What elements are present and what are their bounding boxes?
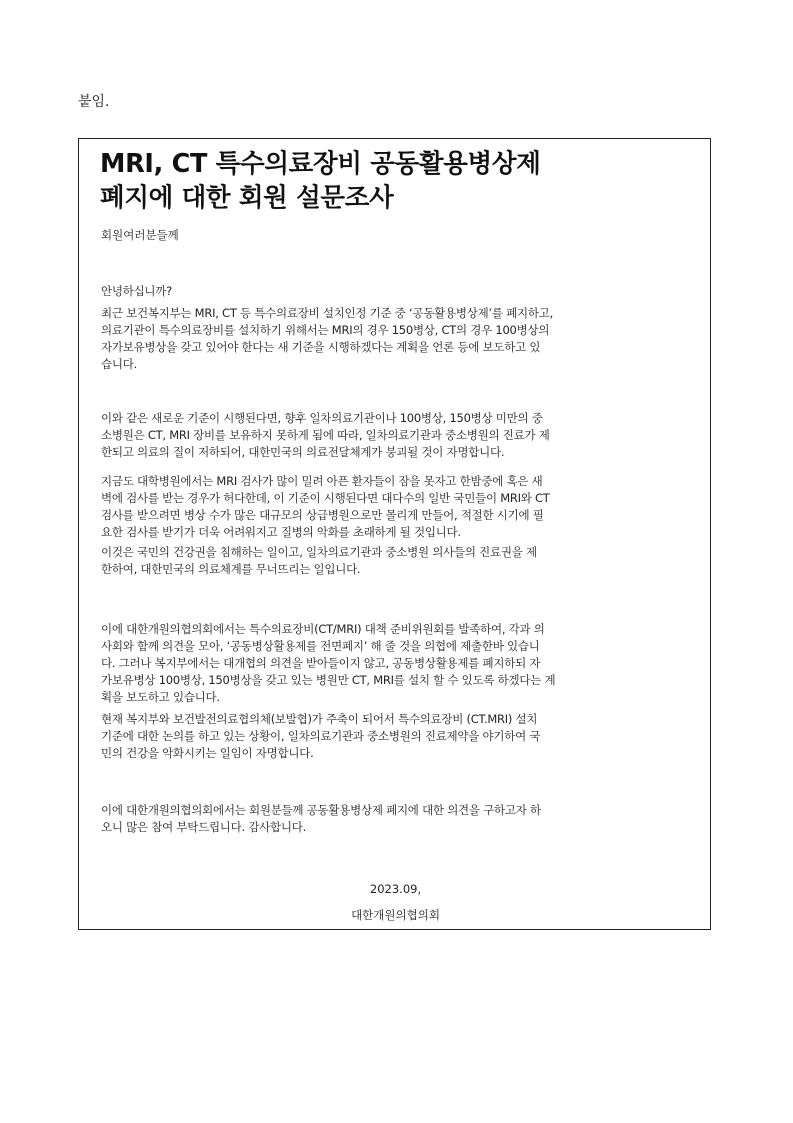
- body-paragraph: [101, 711, 697, 762]
- paragraph-line: 요한 검사를 받기가 더욱 어려워지고 질병의 악화를 초래하게 될 것입니다.: [101, 525, 461, 539]
- body-paragraph: [101, 802, 697, 836]
- paragraph-line: 습니다.: [101, 357, 137, 371]
- organization-name: 대한개원의협의회: [351, 908, 440, 922]
- salutation: 회원여러분들께: [101, 228, 179, 242]
- body-paragraph: [101, 305, 697, 373]
- paragraph-line: 다. 그러나 복지부에서는 대개협의 의견을 받아들이지 않고, 공동병상활용제를 폐지하되 자: [101, 656, 541, 670]
- body-paragraph: [101, 283, 697, 300]
- paragraph-line: 이에 대한개원의협의회에서는 회원분들께 공동활용병상제 폐지에 대한 의견을 구하고자 하: [101, 803, 541, 817]
- paragraph-line: 벽에 검사를 받는 경우가 허다한데, 이 기준이 시행된다면 대다수의 일반 국민들이 MRI와 CT: [101, 491, 550, 505]
- notice-date: 2023.09,: [369, 882, 422, 896]
- title-line: MRI, CT 특수의료장비 공동활용병상제: [100, 149, 541, 179]
- notice-title: [100, 147, 700, 215]
- paragraph-line: 오니 많은 참여 부탁드립니다. 감사합니다.: [101, 820, 307, 834]
- paragraph-line: 이와 같은 새로운 기준이 시행된다면, 향후 일차의료기관이나 100병상, 150병상 미만의 중: [101, 411, 543, 425]
- paragraph-line: 사회와 함께 의견을 모아, ‘공동병상활용제를 전면폐지’ 해 줄 것을 의협에 제출한바 있습니: [101, 639, 540, 653]
- paragraph-line: 한되고 의료의 질이 저하되어, 대한민국의 의료전달체계가 붕괴될 것이 자명합니다.: [101, 445, 505, 459]
- paragraph-line: 이것은 국민의 건강권을 침해하는 일이고, 일차의료기관과 중소병원 의사들의 진료권을 제: [101, 545, 537, 559]
- paragraph-line: 민의 건강을 악화시키는 일임이 자명합니다.: [101, 746, 314, 760]
- paragraph-line: 획을 보도하고 있습니다.: [101, 690, 220, 704]
- paragraph-line: 검사를 받으려면 병상 수가 많은 대규모의 상급병원으로만 몰리게 만들어, 적절한 시기에 필: [101, 508, 544, 522]
- title-line: 폐지에 대한 회원 설문조사: [100, 183, 394, 213]
- body-paragraph: [101, 544, 697, 578]
- paragraph-line: 기준에 대한 논의를 하고 있는 상황이, 일차의료기관과 중소병원의 진료제약을 야기하여 국: [101, 729, 541, 743]
- paragraph-line: 현재 복지부와 보건발전의료협의체(보발협)가 주축이 되어서 특수의료장비 (CT.MRI) 설치: [101, 712, 538, 726]
- paragraph-line: 소병원은 CT, MRI 장비를 보유하지 못하게 됨에 따라, 일차의료기관과 중소병원의 진료가 제: [101, 428, 550, 442]
- paragraph-line: 한하여, 대한민국의 의료체계를 무너뜨리는 일입니다.: [101, 562, 361, 576]
- survey-notice-box: [78, 138, 711, 930]
- body-paragraph: [101, 621, 697, 706]
- paragraph-line: 의료기관이 특수의료장비를 설치하기 위해서는 MRI의 경우 150병상, CT의 경우 100병상의: [101, 323, 550, 337]
- paragraph-line: 자가보유병상을 갖고 있어야 한다는 새 기준을 시행하겠다는 계획을 언론 등에 보도하고 있: [101, 340, 541, 354]
- attachment-label: 붙임.: [78, 94, 110, 110]
- body-paragraph: [101, 473, 697, 541]
- body-paragraph: [101, 410, 697, 461]
- paragraph-line: 안녕하십니까?: [101, 284, 173, 298]
- paragraph-line: 최근 보건복지부는 MRI, CT 등 특수의료장비 설치인정 기준 중 ‘공동활용병상제’를 폐지하고,: [101, 306, 553, 320]
- paragraph-line: 지금도 대학병원에서는 MRI 검사가 많이 밀려 아픈 환자들이 잠을 못자고 한밤중에 혹은 새: [101, 474, 543, 488]
- paragraph-line: 이에 대한개원의협의회에서는 특수의료장비(CT/MRI) 대책 준비위원회를 발족하여, 각과 의: [101, 622, 545, 636]
- paragraph-line: 가보유병상 100병상, 150병상을 갖고 있는 병원만 CT, MRI를 설치 할 수 있도록 하겠다는 계: [101, 673, 556, 687]
